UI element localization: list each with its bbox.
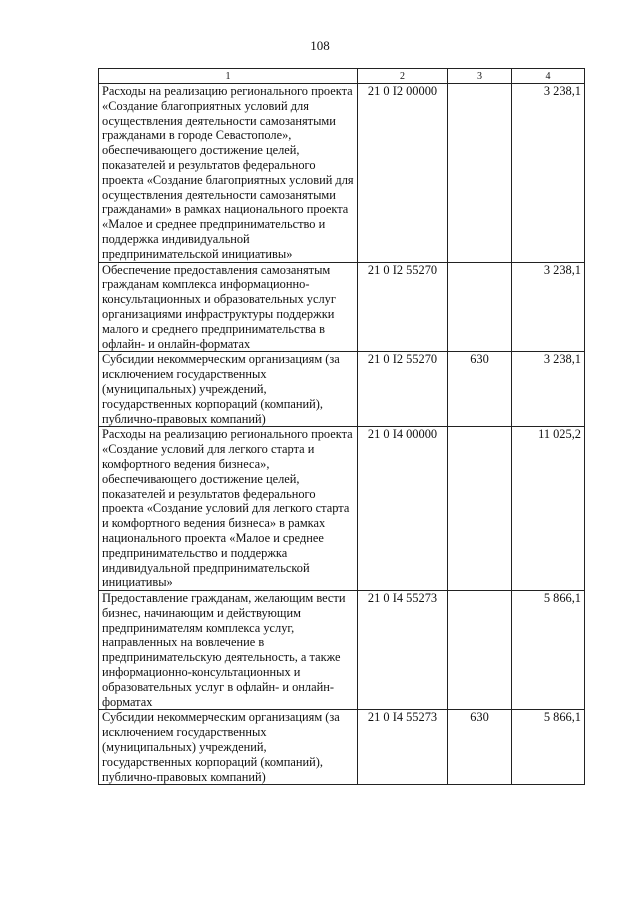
row-type: 630	[448, 352, 512, 427]
row-amount: 11 025,2	[512, 427, 585, 591]
header-col-4: 4	[512, 69, 585, 84]
header-col-2: 2	[358, 69, 448, 84]
page-number: 108	[310, 38, 330, 53]
row-amount: 3 238,1	[512, 352, 585, 427]
row-type	[448, 84, 512, 263]
table-row	[99, 427, 585, 591]
row-name: Предоставление гражданам, желающим вести бизнес, начинающим и действующим предпринимателям комплекса услуг, направленных на вовлечение в предпринимательскую деятельность, а также информационно-консультационных и образовательных услуг в офлайн- и онлайн-форматах	[99, 591, 358, 710]
row-code: 21 0 I2 00000	[358, 84, 448, 263]
row-amount: 5 866,1	[512, 710, 585, 785]
table-row	[99, 84, 585, 263]
table-row	[99, 262, 585, 352]
row-amount: 3 238,1	[512, 84, 585, 263]
budget-table	[98, 68, 585, 785]
row-code: 21 0 I4 55273	[358, 591, 448, 710]
row-name: Субсидии некоммерческим организациям (за исключением государственных (муниципальных) учреждений, государственных корпораций (компаний), публично-правовых компаний)	[99, 710, 358, 785]
row-name: Субсидии некоммерческим организациям (за исключением государственных (муниципальных) учреждений, государственных корпораций (компаний), публично-правовых компаний)	[99, 352, 358, 427]
table-row	[99, 710, 585, 785]
table-row	[99, 591, 585, 710]
header-col-1: 1	[99, 69, 358, 84]
row-code: 21 0 I4 00000	[358, 427, 448, 591]
header-col-3: 3	[448, 69, 512, 84]
row-type	[448, 427, 512, 591]
row-name: Расходы на реализацию регионального проекта «Создание условий для легкого старта и комфортного ведения бизнеса», обеспечивающего достижение целей, показателей и результатов федерального проекта «Создание условий для легкого старта и комфортного ведения бизнеса» в рамках национального проекта «Малое и среднее предпринимательство и поддержка индивидуальной предпринимательской инициативы»	[99, 427, 358, 591]
row-type	[448, 262, 512, 352]
row-name: Расходы на реализацию регионального проекта «Создание благоприятных условий для осуществления деятельности самозанятыми гражданами в городе Севастополе», обеспечивающего достижение целей, показателей и результатов федерального проекта «Создание благоприятных условий для осуществления деятельности самозанятыми гражданами» в рамках национального проекта «Малое и среднее предпринимательство и поддержка индивидуальной предпринимательской инициативы»	[99, 84, 358, 263]
row-name: Обеспечение предоставления самозанятым гражданам комплекса информационно-консультационных и образовательных услуг организациями инфраструктуры поддержки малого и среднего предпринимательства в офлайн- и онлайн-форматах	[99, 262, 358, 352]
table-row	[99, 352, 585, 427]
row-code: 21 0 I2 55270	[358, 352, 448, 427]
table-header-row	[99, 69, 585, 84]
row-code: 21 0 I4 55273	[358, 710, 448, 785]
row-code: 21 0 I2 55270	[358, 262, 448, 352]
row-type	[448, 591, 512, 710]
row-amount: 5 866,1	[512, 591, 585, 710]
row-amount: 3 238,1	[512, 262, 585, 352]
row-type: 630	[448, 710, 512, 785]
